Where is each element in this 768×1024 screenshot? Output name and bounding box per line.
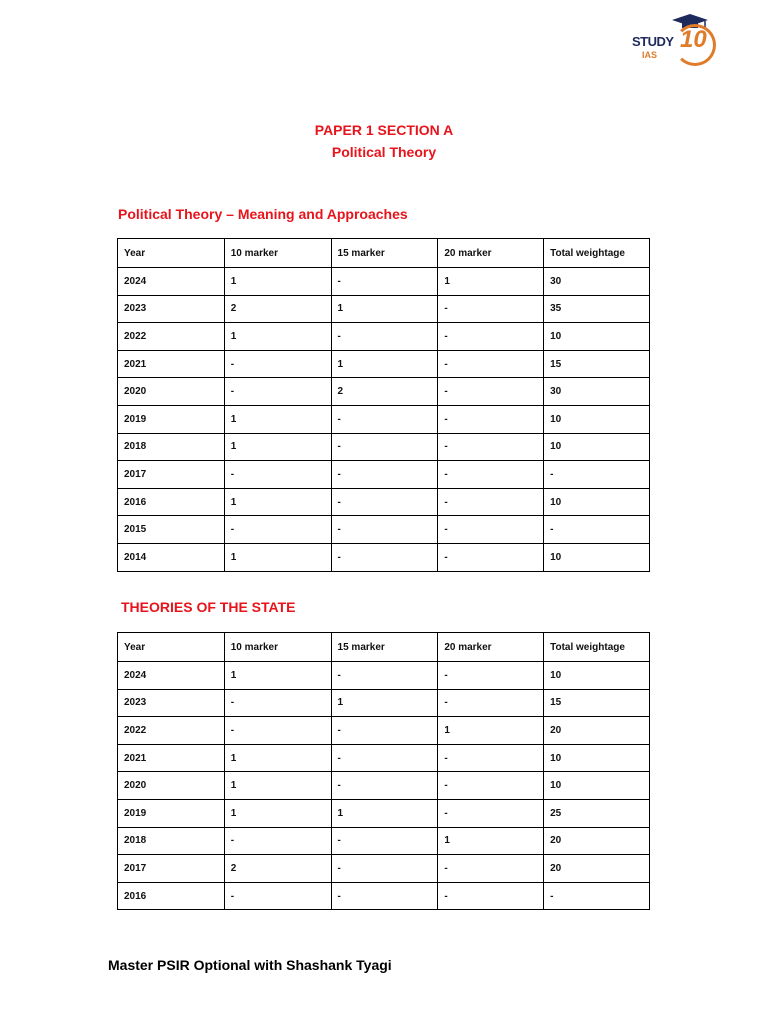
table-header-row bbox=[118, 239, 650, 268]
cell: - bbox=[331, 827, 438, 855]
cell: 2021 bbox=[118, 744, 225, 772]
cell: 1 bbox=[224, 488, 331, 516]
cell: 2016 bbox=[118, 488, 225, 516]
cell: 10 bbox=[544, 772, 650, 800]
cell: 1 bbox=[224, 744, 331, 772]
cell: 1 bbox=[331, 295, 438, 323]
cell: 2017 bbox=[118, 855, 225, 883]
table-row bbox=[118, 882, 650, 910]
cell: - bbox=[438, 662, 544, 690]
cell: 2018 bbox=[118, 827, 225, 855]
cell: 1 bbox=[224, 323, 331, 351]
cell: - bbox=[224, 350, 331, 378]
cell: - bbox=[331, 433, 438, 461]
cell: 2014 bbox=[118, 543, 225, 571]
cell: 10 bbox=[544, 744, 650, 772]
cell: 15 bbox=[544, 350, 650, 378]
cell: 1 bbox=[331, 799, 438, 827]
cell: - bbox=[331, 323, 438, 351]
cell: 10 bbox=[544, 662, 650, 690]
cell: - bbox=[331, 717, 438, 745]
cell: 1 bbox=[224, 662, 331, 690]
cell: - bbox=[331, 662, 438, 690]
table-row bbox=[118, 772, 650, 800]
cell: 2015 bbox=[118, 516, 225, 544]
table-row bbox=[118, 717, 650, 745]
cell: 2022 bbox=[118, 323, 225, 351]
logo-brand-num: 10 bbox=[680, 26, 707, 53]
table-row bbox=[118, 295, 650, 323]
table-row bbox=[118, 378, 650, 406]
table-row bbox=[118, 744, 650, 772]
cell: 15 bbox=[544, 689, 650, 717]
cell: - bbox=[438, 799, 544, 827]
cell: - bbox=[438, 855, 544, 883]
table-row bbox=[118, 827, 650, 855]
cell: - bbox=[438, 488, 544, 516]
cell: - bbox=[438, 543, 544, 571]
cell: - bbox=[331, 516, 438, 544]
cell: 1 bbox=[331, 350, 438, 378]
cell: 2024 bbox=[118, 268, 225, 296]
cell: - bbox=[544, 461, 650, 489]
cell: 2016 bbox=[118, 882, 225, 910]
cell: - bbox=[331, 405, 438, 433]
cell: 2023 bbox=[118, 689, 225, 717]
cell: - bbox=[331, 855, 438, 883]
cell: 1 bbox=[438, 717, 544, 745]
cell: - bbox=[438, 405, 544, 433]
cell: 20 bbox=[544, 717, 650, 745]
cell: 10 bbox=[544, 543, 650, 571]
cell: 10 bbox=[544, 433, 650, 461]
col-15-marker: 15 marker bbox=[331, 239, 438, 268]
section-title-meaning: Political Theory – Meaning and Approaches bbox=[118, 206, 408, 222]
cell: 10 bbox=[544, 323, 650, 351]
cell: - bbox=[331, 772, 438, 800]
cell: 20 bbox=[544, 855, 650, 883]
cell: 30 bbox=[544, 268, 650, 296]
cell: - bbox=[438, 350, 544, 378]
logo-brand-sub: IAS bbox=[642, 50, 658, 60]
cell: - bbox=[438, 689, 544, 717]
cell: 1 bbox=[438, 268, 544, 296]
table-row bbox=[118, 689, 650, 717]
cell: - bbox=[438, 461, 544, 489]
cell: 2018 bbox=[118, 433, 225, 461]
col-20-marker: 20 marker bbox=[438, 633, 544, 662]
col-10-marker: 10 marker bbox=[224, 239, 331, 268]
cell: 2019 bbox=[118, 799, 225, 827]
col-total-weightage: Total weightage bbox=[544, 633, 650, 662]
table-row bbox=[118, 799, 650, 827]
table-row bbox=[118, 323, 650, 351]
cell: - bbox=[224, 378, 331, 406]
cell: 2019 bbox=[118, 405, 225, 433]
table-theories-state bbox=[117, 632, 650, 910]
table-row bbox=[118, 855, 650, 883]
cell: - bbox=[438, 744, 544, 772]
table-row bbox=[118, 662, 650, 690]
cell: 20 bbox=[544, 827, 650, 855]
table-header-row bbox=[118, 633, 650, 662]
cell: - bbox=[438, 772, 544, 800]
cell: 1 bbox=[224, 268, 331, 296]
col-10-marker: 10 marker bbox=[224, 633, 331, 662]
cell: - bbox=[331, 268, 438, 296]
cell: - bbox=[438, 323, 544, 351]
table-row bbox=[118, 516, 650, 544]
cell: - bbox=[224, 717, 331, 745]
logo-brand-top: STUDY bbox=[632, 34, 674, 49]
cell: - bbox=[544, 882, 650, 910]
cell: 10 bbox=[544, 488, 650, 516]
col-20-marker: 20 marker bbox=[438, 239, 544, 268]
cell: - bbox=[438, 516, 544, 544]
cell: - bbox=[331, 461, 438, 489]
col-year: Year bbox=[118, 239, 225, 268]
cell: - bbox=[331, 488, 438, 516]
table-row bbox=[118, 268, 650, 296]
cell: 2024 bbox=[118, 662, 225, 690]
table-row bbox=[118, 461, 650, 489]
cell: 2020 bbox=[118, 378, 225, 406]
cell: 2022 bbox=[118, 717, 225, 745]
cell: 2020 bbox=[118, 772, 225, 800]
paper-subheading: Political Theory bbox=[331, 144, 437, 160]
cell: - bbox=[438, 882, 544, 910]
cell: 2 bbox=[331, 378, 438, 406]
table-row bbox=[118, 433, 650, 461]
cell: - bbox=[331, 744, 438, 772]
table-row bbox=[118, 405, 650, 433]
paper-heading: PAPER 1 SECTION A bbox=[314, 122, 454, 138]
table-meaning-approaches bbox=[117, 238, 650, 572]
cell: - bbox=[438, 295, 544, 323]
cell: 1 bbox=[224, 543, 331, 571]
cell: - bbox=[438, 378, 544, 406]
table-row bbox=[118, 488, 650, 516]
cell: 30 bbox=[544, 378, 650, 406]
table-row bbox=[118, 543, 650, 571]
cell: - bbox=[224, 827, 331, 855]
cell: 1 bbox=[224, 405, 331, 433]
footer-promo: Master PSIR Optional with Shashank Tyagi bbox=[108, 957, 392, 973]
cell: 2 bbox=[224, 295, 331, 323]
cell: - bbox=[224, 882, 331, 910]
col-total-weightage: Total weightage bbox=[544, 239, 650, 268]
cell: - bbox=[224, 516, 331, 544]
cell: - bbox=[224, 461, 331, 489]
study-iq-logo bbox=[628, 12, 720, 68]
col-15-marker: 15 marker bbox=[331, 633, 438, 662]
cell: - bbox=[331, 882, 438, 910]
cell: 10 bbox=[544, 405, 650, 433]
cell: 2023 bbox=[118, 295, 225, 323]
cell: 1 bbox=[331, 689, 438, 717]
cell: 35 bbox=[544, 295, 650, 323]
cell: 1 bbox=[224, 433, 331, 461]
cell: - bbox=[331, 543, 438, 571]
cell: - bbox=[544, 516, 650, 544]
cell: 2 bbox=[224, 855, 331, 883]
section-title-theories-state: THEORIES OF THE STATE bbox=[121, 599, 296, 615]
table-row bbox=[118, 350, 650, 378]
cell: 2021 bbox=[118, 350, 225, 378]
cell: 2017 bbox=[118, 461, 225, 489]
cell: 1 bbox=[224, 799, 331, 827]
cell: 25 bbox=[544, 799, 650, 827]
cell: 1 bbox=[224, 772, 331, 800]
cell: 1 bbox=[438, 827, 544, 855]
cell: - bbox=[224, 689, 331, 717]
cell: - bbox=[438, 433, 544, 461]
col-year: Year bbox=[118, 633, 225, 662]
